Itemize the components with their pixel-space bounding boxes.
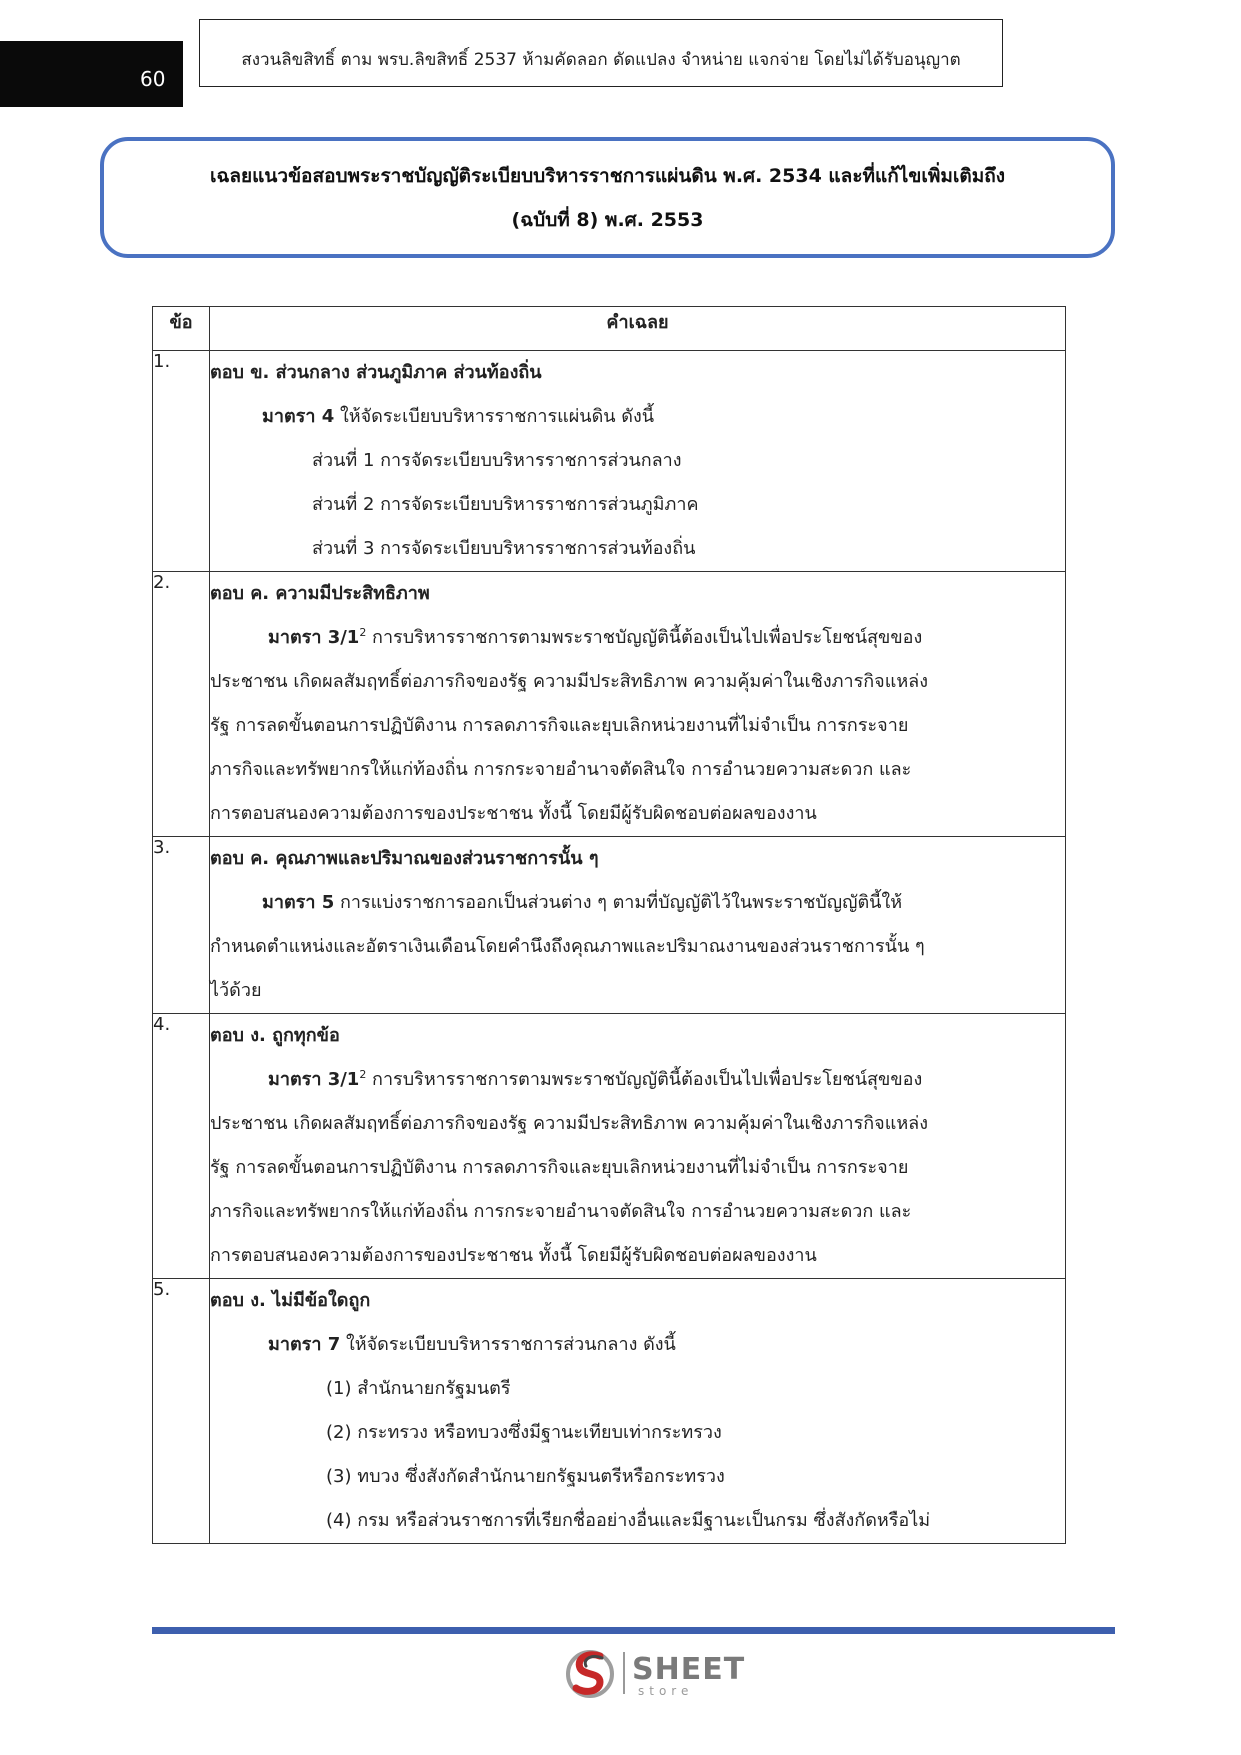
table-row xyxy=(153,837,1066,1014)
list-item: (2) กระทรวง หรือทบวงซึ่งมีฐานะเทียบเท่ากระทรวง xyxy=(326,1422,722,1443)
sheet-s-logo-icon xyxy=(566,1644,618,1700)
logo-subtext: store xyxy=(638,1684,694,1698)
answer-choice: ตอบ ค. คุณภาพและปริมาณของส่วนราชการนั้น ๆ xyxy=(210,848,599,869)
row-number: 5. xyxy=(153,1279,210,1544)
section-text: ให้จัดระเบียบบริหารราชการแผ่นดิน ดังนี้ xyxy=(334,406,655,427)
paragraph-line: ภารกิจและทรัพยากรให้แก่ท้องถิ่น การกระจายอำนาจตัดสินใจ การอำนวยความสะดวก และ xyxy=(210,759,912,780)
list-item: ส่วนที่ 1 การจัดระเบียบบริหารราชการส่วนกลาง xyxy=(312,450,682,471)
answer-cell xyxy=(210,1279,1066,1544)
table-row xyxy=(153,351,1066,572)
section-label: มาตรา 3/1 xyxy=(268,1069,360,1090)
answer-cell xyxy=(210,572,1066,837)
title-box xyxy=(100,137,1115,258)
row-number: 2. xyxy=(153,572,210,837)
copyright-notice: สงวนลิขสิทธิ์ ตาม พรบ.ลิขสิทธิ์ 2537 ห้ามคัดลอก ดัดแปลง จำหน่าย แจกจ่าย โดยไม่ได้รับอนุญาต xyxy=(199,19,1003,87)
section-text: ให้จัดระเบียบบริหารราชการส่วนกลาง ดังนี้ xyxy=(340,1334,676,1355)
table-row xyxy=(153,1279,1066,1544)
answer-choice: ตอบ ข. ส่วนกลาง ส่วนภูมิภาค ส่วนท้องถิ่น xyxy=(210,362,542,383)
list-item: (3) ทบวง ซึ่งสังกัดสำนักนายกรัฐมนตรีหรือกระทรวง xyxy=(326,1466,725,1487)
logo-separator xyxy=(623,1652,625,1694)
answer-table xyxy=(152,306,1066,1544)
list-item: ส่วนที่ 3 การจัดระเบียบบริหารราชการส่วนท้องถิ่น xyxy=(312,538,696,559)
row-number: 3. xyxy=(153,837,210,1014)
title-line-1: เฉลยแนวข้อสอบพระราชบัญญัติระเบียบบริหารราชการแผ่นดิน พ.ศ. 2534 และที่แก้ไขเพิ่มเติมถึง xyxy=(209,164,1006,187)
paragraph-line: รัฐ การลดขั้นตอนการปฏิบัติงาน การลดภารกิจและยุบเลิกหน่วยงานที่ไม่จำเป็น การกระจาย xyxy=(210,1157,909,1178)
page-number: 60 xyxy=(140,67,166,91)
section-text: การแบ่งราชการออกเป็นส่วนต่าง ๆ ตามที่บัญญัติไว้ในพระราชบัญญัตินี้ให้ xyxy=(334,892,903,913)
answer-choice: ตอบ ง. ถูกทุกข้อ xyxy=(210,1025,340,1046)
footer-divider xyxy=(152,1627,1115,1634)
paragraph-line: ประชาชน เกิดผลสัมฤทธิ์ต่อภารกิจของรัฐ ความมีประสิทธิภาพ ความคุ้มค่าในเชิงภารกิจแหล่ง xyxy=(210,671,929,692)
paragraph-line: กำหนดตำแหน่งและอัตราเงินเดือนโดยคำนึงถึงคุณภาพและปริมาณงานของส่วนราชการนั้น ๆ xyxy=(210,936,925,957)
footnote-marker: 2 xyxy=(359,1068,367,1081)
sheet-store-logo xyxy=(566,1644,746,1700)
paragraph-line: ภารกิจและทรัพยากรให้แก่ท้องถิ่น การกระจายอำนาจตัดสินใจ การอำนวยความสะดวก และ xyxy=(210,1201,912,1222)
row-number: 1. xyxy=(153,351,210,572)
logo-wordmark: SHEET xyxy=(632,1652,746,1687)
table-header-row xyxy=(153,307,1066,351)
section-label: มาตรา 3/1 xyxy=(268,627,360,648)
paragraph-line: ไว้ด้วย xyxy=(210,980,262,1001)
row-number: 4. xyxy=(153,1014,210,1279)
column-header-no: ข้อ xyxy=(153,307,210,351)
section-text: การบริหารราชการตามพระราชบัญญัตินี้ต้องเป็นไปเพื่อประโยชน์สุขของ xyxy=(366,627,923,648)
section-line xyxy=(210,395,1065,439)
section-line xyxy=(210,881,1065,925)
section-text: การบริหารราชการตามพระราชบัญญัตินี้ต้องเป็นไปเพื่อประโยชน์สุขของ xyxy=(366,1069,923,1090)
answer-cell xyxy=(210,837,1066,1014)
table-row xyxy=(153,1014,1066,1279)
section-label: มาตรา 4 xyxy=(262,406,335,427)
title-line-2: (ฉบับที่ 8) พ.ศ. 2553 xyxy=(511,208,704,231)
section-line xyxy=(210,1058,1065,1102)
column-header-answer: คำเฉลย xyxy=(210,307,1066,351)
paragraph-line: การตอบสนองความต้องการของประชาชน ทั้งนี้ โดยมีผู้รับผิดชอบต่อผลของงาน xyxy=(210,1245,817,1266)
answer-cell xyxy=(210,351,1066,572)
paragraph-line: ประชาชน เกิดผลสัมฤทธิ์ต่อภารกิจของรัฐ ความมีประสิทธิภาพ ความคุ้มค่าในเชิงภารกิจแหล่ง xyxy=(210,1113,929,1134)
list-item: (4) กรม หรือส่วนราชการที่เรียกชื่ออย่างอื่นและมีฐานะเป็นกรม ซึ่งสังกัดหรือไม่ xyxy=(326,1510,931,1531)
paragraph-line: รัฐ การลดขั้นตอนการปฏิบัติงาน การลดภารกิจและยุบเลิกหน่วยงานที่ไม่จำเป็น การกระจาย xyxy=(210,715,909,736)
list-item: ส่วนที่ 2 การจัดระเบียบบริหารราชการส่วนภูมิภาค xyxy=(312,494,699,515)
page-number-block xyxy=(0,41,183,107)
section-label: มาตรา 7 xyxy=(268,1334,341,1355)
section-line xyxy=(210,1323,1065,1367)
answer-choice: ตอบ ค. ความมีประสิทธิภาพ xyxy=(210,583,430,604)
paragraph-line: การตอบสนองความต้องการของประชาชน ทั้งนี้ โดยมีผู้รับผิดชอบต่อผลของงาน xyxy=(210,803,817,824)
table-row xyxy=(153,572,1066,837)
answer-cell xyxy=(210,1014,1066,1279)
section-line xyxy=(210,616,1065,660)
section-label: มาตรา 5 xyxy=(262,892,335,913)
footnote-marker: 2 xyxy=(359,626,367,639)
list-item: (1) สำนักนายกรัฐมนตรี xyxy=(326,1378,511,1399)
answer-choice: ตอบ ง. ไม่มีข้อใดถูก xyxy=(210,1290,371,1311)
